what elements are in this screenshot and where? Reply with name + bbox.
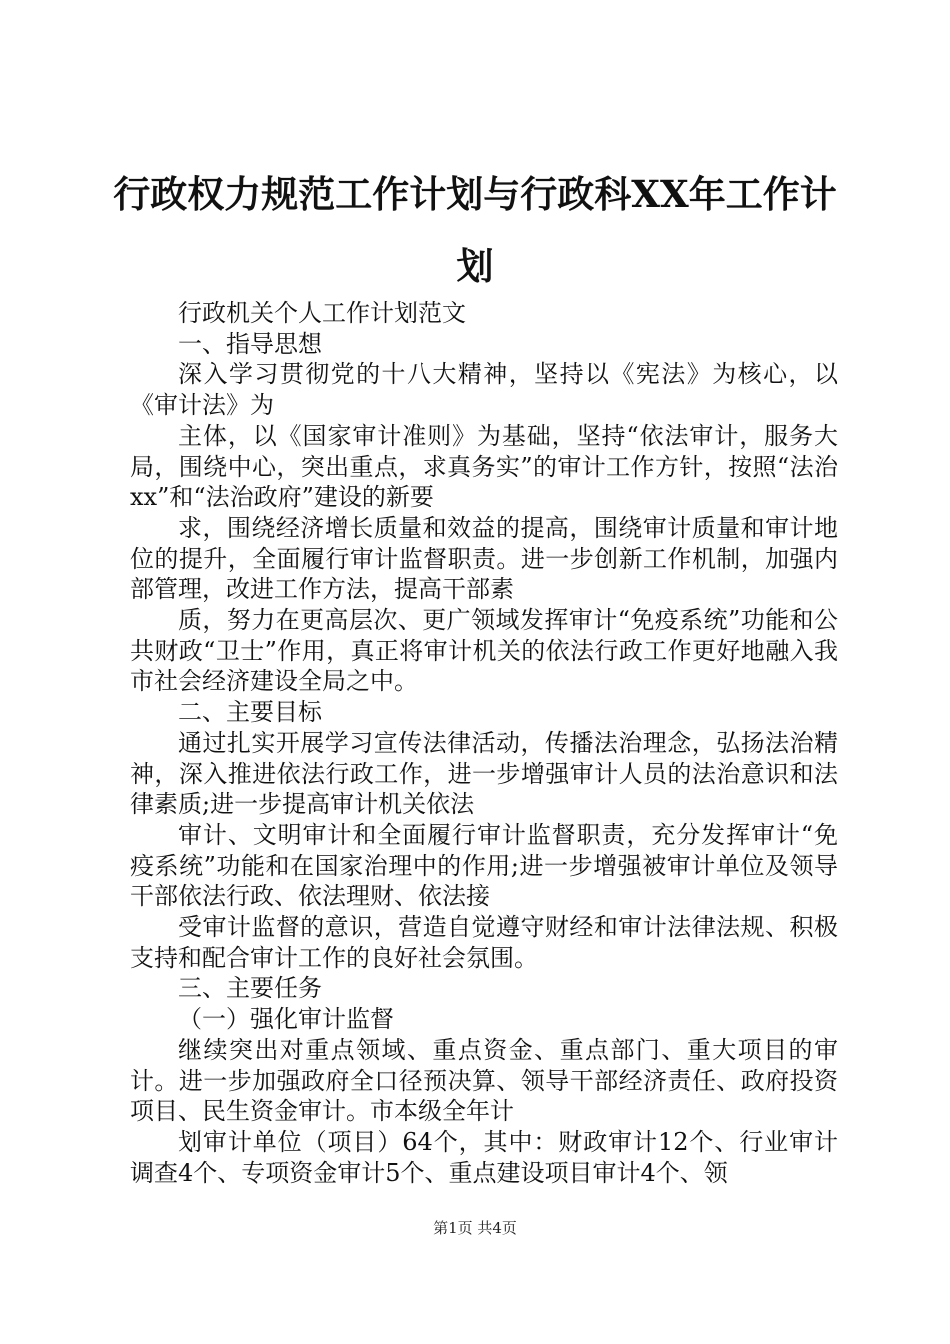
- page-footer: 第1页 共4页: [433, 1219, 517, 1237]
- paragraph: 审计、文明审计和全面履行审计监督职责，充分发挥审计“免疫系统”功能和在国家治理中的作用;进一步增强被审计单位及领导干部依法行政、依法理财、依法接: [130, 820, 838, 911]
- paragraph-subtitle: 行政机关个人工作计划范文: [178, 299, 466, 327]
- title-line-1: 行政权力规范工作计划与行政科XX年工作计: [113, 172, 837, 216]
- paragraph: 求，围绕经济增长质量和效益的提高，围绕审计质量和审计地位的提升，全面履行审计监督职责。进一步创新工作机制，加强内部管理，改进工作方法，提高干部素: [130, 513, 838, 604]
- section-heading-main-tasks: 三、主要任务: [178, 974, 322, 1003]
- paragraph: 受审计监督的意识，营造自觉遵守财经和审计法律法规、积极支持和配合审计工作的良好社会氛围。: [130, 913, 838, 972]
- section-heading-guiding-thought: 一、指导思想: [178, 329, 322, 358]
- document-body: [130, 298, 838, 1188]
- paragraph: 深入学习贯彻党的十八大精神，坚持以《宪法》为核心，以《审计法》为: [130, 360, 838, 420]
- paragraph: 划审计单位（项目）64个，其中：财政审计12个、行业审计调查4个、专项资金审计5个、重点建设项目审计4个、领: [130, 1127, 838, 1187]
- document-title: [110, 158, 840, 302]
- paragraph: 继续突出对重点领域、重点资金、重点部门、重大项目的审计。进一步加强政府全口径预决算、领导干部经济责任、政府投资项目、民生资金审计。市本级全年计: [130, 1035, 838, 1126]
- title-line-2: 划: [456, 244, 494, 288]
- section-heading-main-goals: 二、主要目标: [178, 698, 322, 727]
- paragraph: 主体，以《国家审计准则》为基础，坚持“依法审计，服务大局，围绕中心，突出重点，求真务实”的审计工作方针，按照“法治xx”和“法治政府”建设的新要: [130, 421, 838, 512]
- paragraph: 质，努力在更高层次、更广领域发挥审计“免疫系统”功能和公共财政“卫士”作用，真正将审计机关的依法行政工作更好地融入我市社会经济建设全局之中。: [130, 606, 838, 696]
- paragraph: 通过扎实开展学习宣传法律活动，传播法治理念，弘扬法治精神，深入推进依法行政工作，进一步增强审计人员的法治意识和法律素质;进一步提高审计机关依法: [130, 728, 838, 819]
- subsection-heading: （一）强化审计监督: [178, 1005, 394, 1034]
